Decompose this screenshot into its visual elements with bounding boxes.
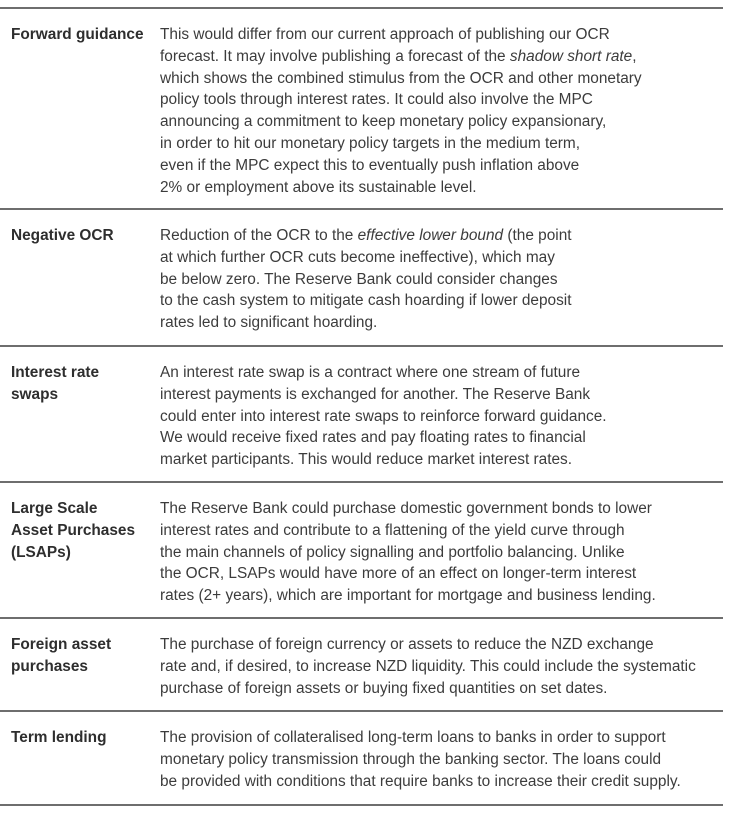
description-line bbox=[160, 89, 723, 111]
text-segment: even if the MPC expect this to eventually push inflation above bbox=[160, 156, 580, 174]
text-segment: forecast. It may involve publishing a forecast of the bbox=[160, 47, 510, 65]
row-term bbox=[0, 225, 160, 345]
table-row bbox=[0, 347, 723, 483]
text-segment: announcing a commitment to keep monetary policy expansionary, bbox=[160, 113, 607, 131]
text-segment: This would differ from our current approach of publishing our OCR bbox=[160, 26, 610, 43]
description-line bbox=[160, 133, 723, 155]
term-line: Large Scale bbox=[11, 500, 98, 517]
term-line: (LSAPs) bbox=[11, 543, 71, 561]
row-term bbox=[0, 634, 160, 710]
monetary-policy-tools-table bbox=[0, 7, 723, 806]
text-segment: to the cash system to mitigate cash hoarding if lower deposit bbox=[160, 292, 572, 310]
text-segment: at which further OCR cuts become ineffective), which may bbox=[160, 248, 555, 266]
description-line bbox=[160, 177, 723, 199]
description-line bbox=[160, 362, 723, 384]
row-term bbox=[0, 498, 160, 617]
text-segment: , bbox=[632, 47, 637, 65]
row-term bbox=[0, 362, 160, 481]
row-description bbox=[160, 634, 723, 710]
description-line bbox=[160, 225, 723, 247]
row-description bbox=[160, 498, 723, 617]
description-line bbox=[160, 656, 723, 678]
text-segment: 2% or employment above its sustainable level. bbox=[160, 178, 477, 196]
term-line: purchases bbox=[11, 657, 88, 675]
description-line bbox=[160, 771, 723, 793]
row-description bbox=[160, 362, 723, 481]
description-line bbox=[160, 111, 723, 133]
row-description bbox=[160, 727, 723, 804]
term-line: swaps bbox=[11, 385, 59, 403]
term-line: Asset Purchases bbox=[11, 521, 136, 539]
text-segment: be below zero. The Reserve Bank could consider changes bbox=[160, 270, 558, 288]
table-row bbox=[0, 9, 723, 210]
description-line bbox=[160, 634, 723, 656]
text-segment: An interest rate swap is a contract where one stream of future bbox=[160, 364, 581, 381]
description-line bbox=[160, 384, 723, 406]
description-line bbox=[160, 427, 723, 449]
description-line bbox=[160, 24, 723, 46]
text-segment: interest rates and contribute to a flattening of the yield curve through bbox=[160, 521, 625, 539]
description-line bbox=[160, 155, 723, 177]
description-line bbox=[160, 406, 723, 428]
description-line bbox=[160, 678, 723, 700]
text-segment: interest payments is exchanged for another. The Reserve Bank bbox=[160, 385, 591, 403]
table-row bbox=[0, 483, 723, 619]
term-line: Forward guidance bbox=[11, 26, 144, 43]
table-row bbox=[0, 712, 723, 806]
table-row bbox=[0, 210, 723, 347]
row-description bbox=[160, 24, 723, 208]
text-segment: which shows the combined stimulus from the OCR and other monetary bbox=[160, 69, 642, 87]
row-term bbox=[0, 727, 160, 804]
description-line bbox=[160, 312, 723, 334]
text-segment: policy tools through interest rates. It could also involve the MPC bbox=[160, 91, 593, 109]
description-line bbox=[160, 498, 723, 520]
row-description bbox=[160, 225, 723, 345]
text-segment: monetary policy transmission through the banking sector. The loans could bbox=[160, 750, 662, 768]
text-segment: could enter into interest rate swaps to reinforce forward guidance. bbox=[160, 407, 607, 425]
text-segment: rates (2+ years), which are important for mortgage and business lending. bbox=[160, 587, 656, 605]
description-line bbox=[160, 269, 723, 291]
text-segment: (the point bbox=[503, 227, 572, 244]
term-line: Interest rate bbox=[11, 364, 100, 381]
description-line bbox=[160, 585, 723, 607]
text-segment: in order to hit our monetary policy targets in the medium term, bbox=[160, 134, 581, 152]
text-segment: Reduction of the OCR to the bbox=[160, 227, 358, 244]
italic-term: shadow short rate bbox=[509, 47, 633, 65]
description-line bbox=[160, 749, 723, 771]
description-line bbox=[160, 68, 723, 90]
text-segment: be provided with conditions that require banks to increase their credit supply. bbox=[160, 772, 681, 790]
description-line bbox=[160, 247, 723, 269]
description-line bbox=[160, 520, 723, 542]
text-segment: the main channels of policy signalling and portfolio balancing. Unlike bbox=[160, 543, 625, 561]
text-segment: We would receive fixed rates and pay floating rates to financial bbox=[160, 429, 586, 447]
term-line: Term lending bbox=[11, 729, 107, 746]
description-line bbox=[160, 727, 723, 749]
description-line bbox=[160, 290, 723, 312]
term-line: Foreign asset bbox=[11, 636, 112, 653]
term-line: Negative OCR bbox=[11, 227, 114, 244]
description-line bbox=[160, 449, 723, 471]
text-segment: The provision of collateralised long-term loans to banks in order to support bbox=[160, 729, 666, 746]
table-row bbox=[0, 619, 723, 712]
italic-term: effective lower bound bbox=[357, 227, 504, 244]
text-segment: the OCR, LSAPs would have more of an effect on longer-term interest bbox=[160, 565, 637, 583]
text-segment: The Reserve Bank could purchase domestic government bonds to lower bbox=[160, 500, 652, 517]
text-segment: rates led to significant hoarding. bbox=[160, 314, 378, 332]
text-segment: The purchase of foreign currency or assets to reduce the NZD exchange bbox=[160, 636, 654, 653]
text-segment: purchase of foreign assets or buying fixed quantities on set dates. bbox=[160, 679, 608, 697]
text-segment: market participants. This would reduce market interest rates. bbox=[160, 451, 573, 469]
description-line bbox=[160, 46, 723, 68]
description-line bbox=[160, 563, 723, 585]
row-term bbox=[0, 24, 160, 208]
text-segment: rate and, if desired, to increase NZD liquidity. This could include the systematic bbox=[160, 657, 696, 675]
description-line bbox=[160, 542, 723, 564]
